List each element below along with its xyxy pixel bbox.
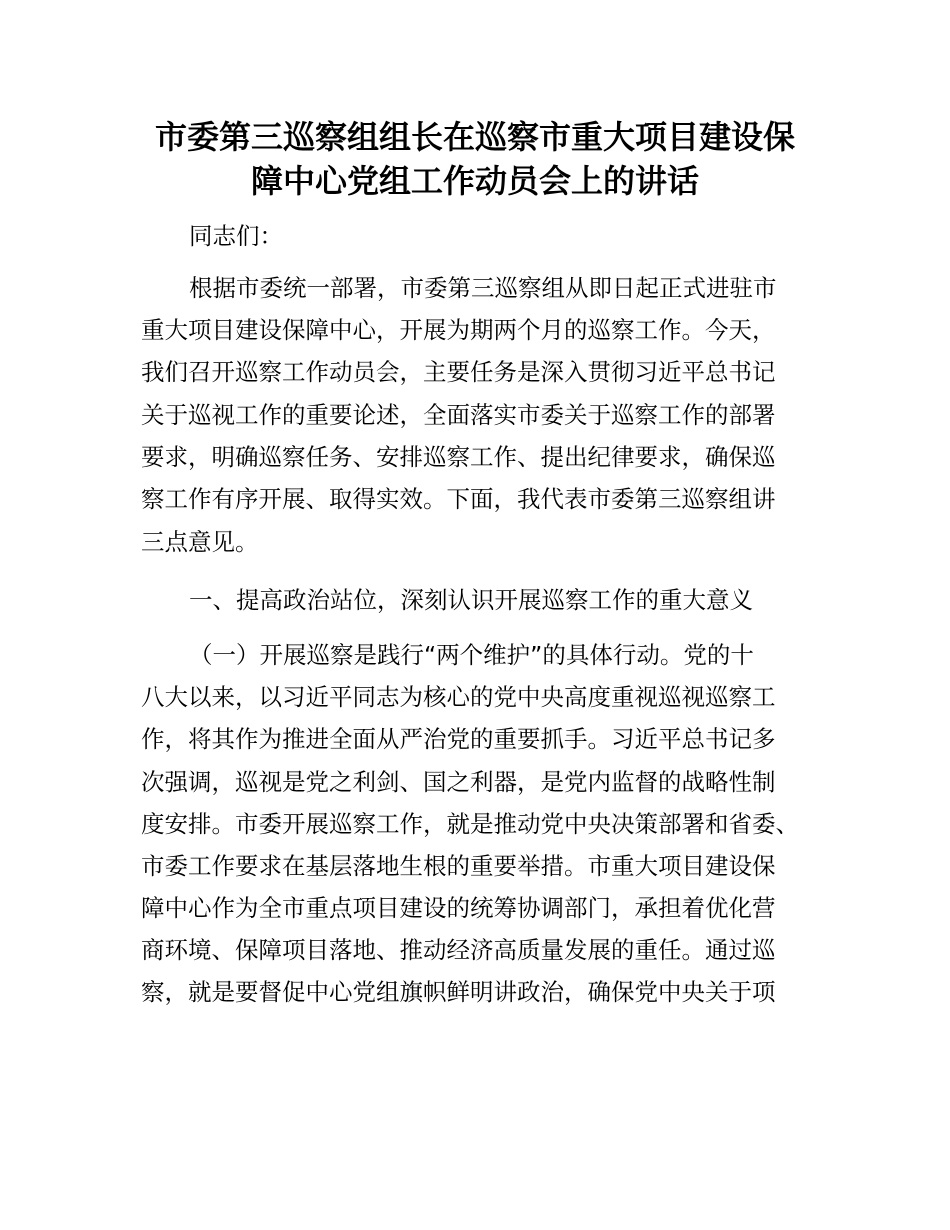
paragraph-2-line: 度安排。市委开展巡察工作，就是推动党中央决策部署和省委、 xyxy=(141,810,799,838)
paragraph-1-line: 我们召开巡察工作动员会，主要任务是深入贯彻习近平总书记 xyxy=(141,358,776,386)
paragraph-1-line: 重大项目建设保障中心，开展为期两个月的巡察工作。今天， xyxy=(141,316,776,344)
paragraph-2-line: 次强调，巡视是党之利剑、国之利器，是党内监督的战略性制 xyxy=(141,768,776,796)
paragraph-1-line: 三点意见。 xyxy=(141,528,259,556)
paragraph-1-line: 根据市委统一部署，市委第三巡察组从即日起正式进驻市 xyxy=(189,274,777,302)
paragraph-2-line: 市委工作要求在基层落地生根的重要举措。市重大项目建设保 xyxy=(141,852,776,880)
paragraph-2-line: 障中心作为全市重点项目建设的统筹协调部门，承担着优化营 xyxy=(141,894,776,922)
document-title-line-2: 障中心党组工作动员会上的讲话 xyxy=(250,162,699,200)
paragraph-2-line: 作，将其作为推进全面从严治党的重要抓手。习近平总书记多 xyxy=(141,725,776,753)
paragraph-1-line: 要求，明确巡察任务、安排巡察工作、提出纪律要求，确保巡 xyxy=(141,443,776,471)
paragraph-1-line: 察工作有序开展、取得实效。下面，我代表市委第三巡察组讲 xyxy=(141,485,776,513)
paragraph-2-line: 商环境、保障项目落地、推动经济高质量发展的重任。通过巡 xyxy=(141,936,776,964)
document-title-line-1: 市委第三巡察组组长在巡察市重大项目建设保 xyxy=(154,118,795,156)
paragraph-2-line: （一）开展巡察是践行“两个维护”的具体行动。党的十 xyxy=(189,641,754,669)
salutation: 同志们： xyxy=(189,222,283,250)
paragraph-1-line: 关于巡视工作的重要论述，全面落实市委关于巡察工作的部署 xyxy=(141,401,776,429)
paragraph-2-line: 察，就是要督促中心党组旗帜鲜明讲政治，确保党中央关于项 xyxy=(141,978,776,1006)
paragraph-2-line: 八大以来，以习近平同志为核心的党中央高度重视巡视巡察工 xyxy=(141,683,776,711)
section-1-heading: 一、提高政治站位，深刻认识开展巡察工作的重大意义 xyxy=(189,586,753,614)
